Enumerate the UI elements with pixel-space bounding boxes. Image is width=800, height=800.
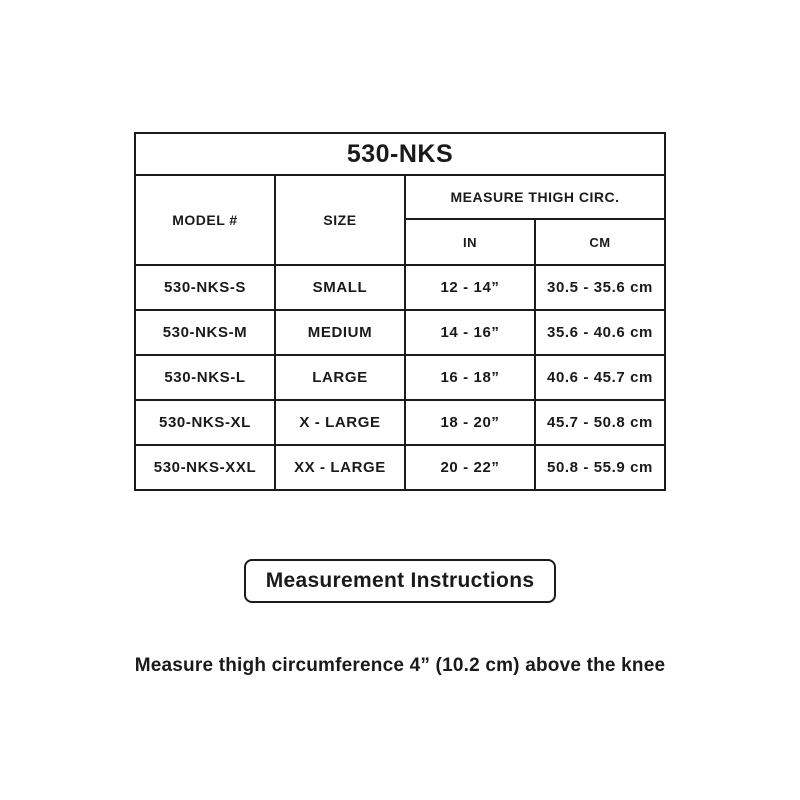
cell-in: 12 - 14”	[405, 265, 535, 310]
cell-in: 20 - 22”	[405, 445, 535, 490]
cell-cm: 30.5 - 35.6 cm	[535, 265, 665, 310]
cell-size: SMALL	[275, 265, 405, 310]
cell-in: 18 - 20”	[405, 400, 535, 445]
header-unit-cm: CM	[535, 219, 665, 265]
cell-in: 14 - 16”	[405, 310, 535, 355]
header-size: SIZE	[275, 175, 405, 265]
cell-model: 530-NKS-XL	[135, 400, 275, 445]
cell-in: 16 - 18”	[405, 355, 535, 400]
cell-size: X - LARGE	[275, 400, 405, 445]
cell-model: 530-NKS-S	[135, 265, 275, 310]
table-row	[135, 445, 665, 490]
cell-model: 530-NKS-XXL	[135, 445, 275, 490]
table-row	[135, 310, 665, 355]
measurement-instructions-badge: Measurement Instructions	[244, 559, 557, 603]
header-unit-in: IN	[405, 219, 535, 265]
table-title-row	[135, 133, 665, 175]
cell-model: 530-NKS-M	[135, 310, 275, 355]
size-chart-table	[134, 132, 666, 491]
cell-cm: 35.6 - 40.6 cm	[535, 310, 665, 355]
table-title: 530-NKS	[135, 133, 665, 175]
header-measure-group: MEASURE THIGH CIRC.	[405, 175, 665, 219]
table-row	[135, 400, 665, 445]
header-model: MODEL #	[135, 175, 275, 265]
cell-cm: 50.8 - 55.9 cm	[535, 445, 665, 490]
cell-size: MEDIUM	[275, 310, 405, 355]
measurement-instructions-text: Measure thigh circumference 4” (10.2 cm) above the knee	[134, 655, 666, 676]
cell-model: 530-NKS-L	[135, 355, 275, 400]
table-row	[135, 355, 665, 400]
cell-cm: 45.7 - 50.8 cm	[535, 400, 665, 445]
cell-size: LARGE	[275, 355, 405, 400]
cell-size: XX - LARGE	[275, 445, 405, 490]
table-header-row	[135, 175, 665, 219]
cell-cm: 40.6 - 45.7 cm	[535, 355, 665, 400]
table-row	[135, 265, 665, 310]
